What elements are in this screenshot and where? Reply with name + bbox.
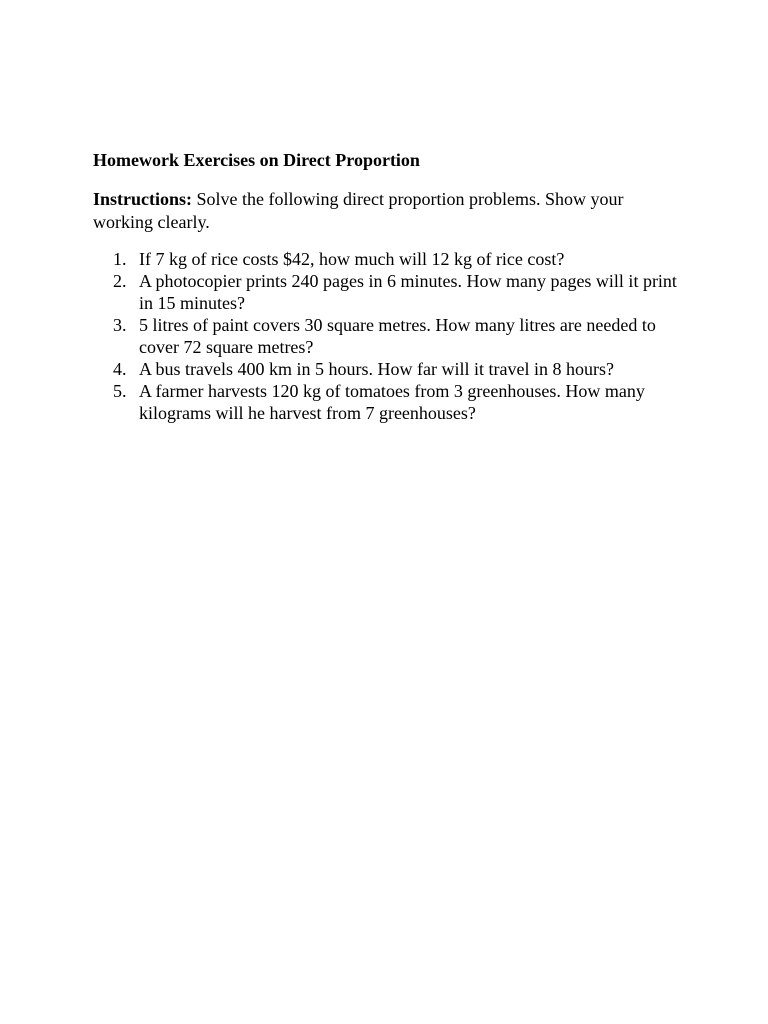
instructions-label: Instructions: [93, 189, 193, 209]
exercise-text: 5 litres of paint covers 30 square metres. How many litres are needed to cover 72 square metres? [139, 315, 656, 357]
exercise-text: A farmer harvests 120 kg of tomatoes from 3 greenhouses. How many kilograms will he harvest from 7 greenhouses? [139, 381, 645, 423]
exercise-text: A bus travels 400 km in 5 hours. How far will it travel in 8 hours? [139, 359, 614, 379]
exercise-number: 4. [113, 359, 127, 379]
exercise-list [93, 248, 683, 424]
document-body [93, 148, 683, 424]
exercise-text: A photocopier prints 240 pages in 6 minutes. How many pages will it print in 15 minutes? [139, 271, 677, 313]
page-title: Homework Exercises on Direct Proportion [93, 150, 420, 170]
exercise-number: 3. [113, 315, 127, 335]
exercise-item-4 [93, 358, 683, 380]
instructions-paragraph [93, 188, 683, 234]
exercise-number: 1. [113, 249, 127, 269]
exercise-item-1 [93, 248, 683, 270]
instructions-text: Solve the following direct proportion problems. Show your working clearly. [93, 189, 624, 232]
exercise-number: 5. [113, 381, 127, 401]
exercise-item-3 [93, 314, 683, 358]
exercise-item-2 [93, 270, 683, 314]
exercise-text: If 7 kg of rice costs $42, how much will 12 kg of rice cost? [139, 249, 565, 269]
exercise-number: 2. [113, 271, 127, 291]
exercise-item-5 [93, 380, 683, 424]
